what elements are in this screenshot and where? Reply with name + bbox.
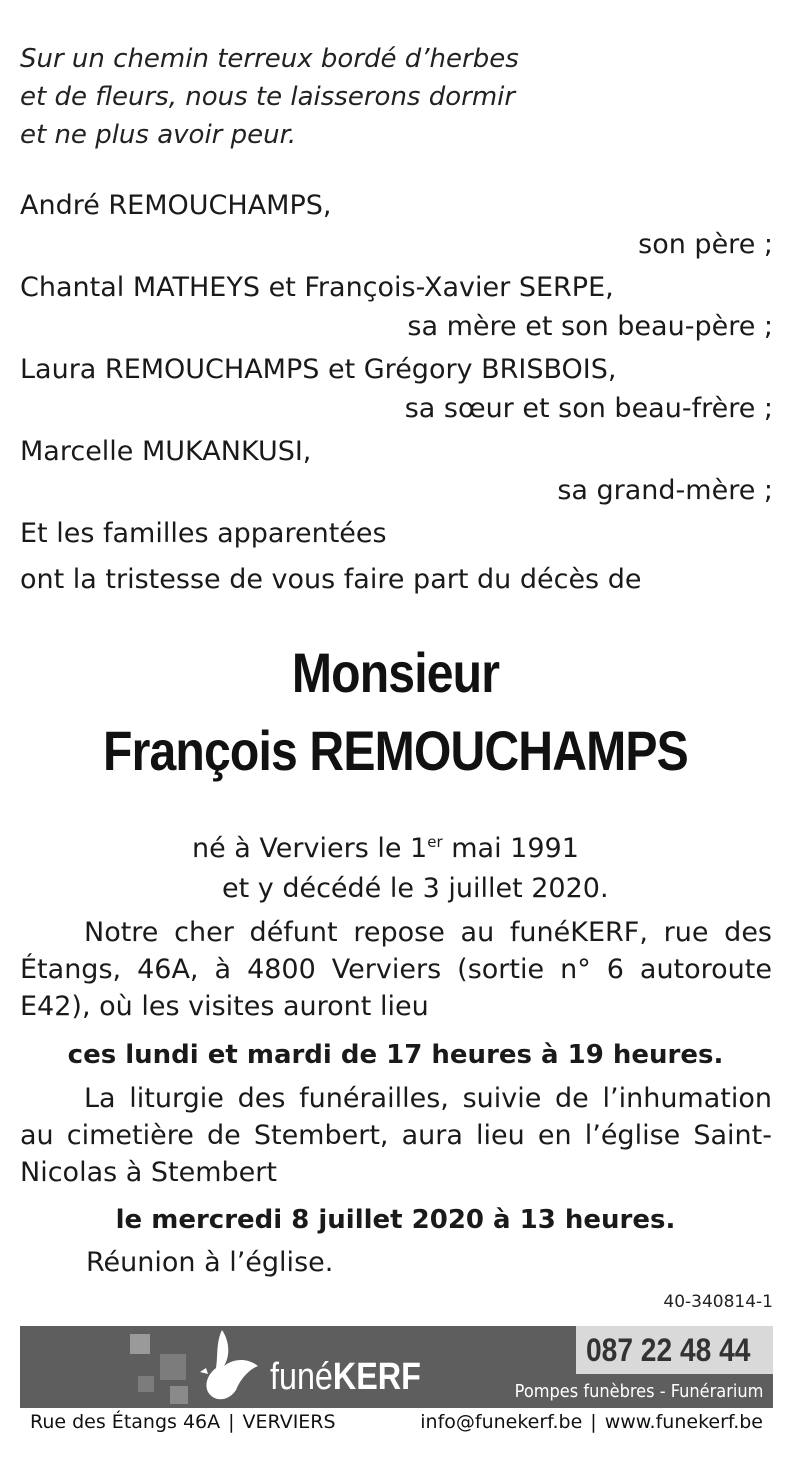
liturgy-paragraph: La liturgie des funérailles, suivie de l’inhumation au cimetière de Stembert, aura lieu en l’église Saint-Nicolas à Stembert: [20, 1083, 772, 1188]
phone-number: 087 22 48 44: [586, 1332, 751, 1368]
intro-line: Et les familles apparentées: [20, 518, 387, 549]
decor-square: [138, 1376, 154, 1392]
family-relation: sa sœur et son beau-frère ;: [404, 393, 773, 424]
poem-line: Sur un chemin terreux bordé d’herbes: [20, 44, 519, 74]
advert-footer: [20, 1408, 773, 1438]
advert-banner: [20, 1326, 773, 1408]
city: VERVIERS: [242, 1411, 336, 1433]
family-name: Laura REMOUCHAMPS et Grégory BRISBOIS,: [20, 354, 617, 385]
contact-line: info@funekerf.be | www.funekerf.be: [420, 1411, 763, 1433]
brand-logo: funéKERF: [270, 1356, 421, 1398]
birth-line: né à Verviers le 1er mai 1991: [192, 833, 579, 864]
decor-square: [130, 1334, 150, 1354]
poem: [20, 40, 519, 154]
decor-square: [170, 1386, 188, 1404]
address-line: Rue des Étangs 46A | VERVIERS: [30, 1411, 336, 1433]
meeting-note: Réunion à l’église.: [86, 1247, 334, 1278]
family-relation: sa grand-mère ;: [557, 475, 773, 506]
family-name: Marcelle MUKANKUSI,: [20, 436, 312, 467]
website-link[interactable]: www.funekerf.be: [604, 1411, 763, 1433]
family-relation: sa mère et son beau-père ;: [407, 311, 773, 342]
death-line: et y décédé le 3 juillet 2020.: [222, 873, 609, 904]
family-relation: son père ;: [638, 229, 773, 260]
deceased-name: François REMOUCHAMPS: [103, 719, 688, 782]
dove-icon: [200, 1328, 270, 1406]
deceased-title: Monsieur: [291, 641, 500, 704]
family-name: Chantal MATHEYS et François-Xavier SERPE,: [20, 272, 614, 303]
poem-line: et ne plus avoir peur.: [20, 120, 297, 150]
repose-paragraph: Notre cher défunt repose au funéKERF, rue des Étangs, 46A, à 4800 Verviers (sortie n° 6 autoroute E42), où les visites auront lieu: [20, 917, 772, 1022]
family-name: André REMOUCHAMPS,: [20, 190, 332, 221]
email-link[interactable]: info@funekerf.be: [420, 1411, 583, 1433]
liturgy-date: le mercredi 8 juillet 2020 à 13 heures.: [115, 1205, 676, 1235]
address: Rue des Étangs 46A: [30, 1411, 221, 1433]
reference-number: 40-340814-1: [663, 1292, 773, 1312]
visit-times: ces lundi et mardi de 17 heures à 19 heures.: [67, 1040, 724, 1070]
decor-square: [160, 1354, 186, 1380]
poem-line: et de fleurs, nous te laisserons dormir: [20, 82, 516, 112]
intro-line: ont la tristesse de vous faire part du décès de: [20, 564, 642, 595]
tagline: Pompes funèbres - Funérarium: [514, 1381, 763, 1402]
